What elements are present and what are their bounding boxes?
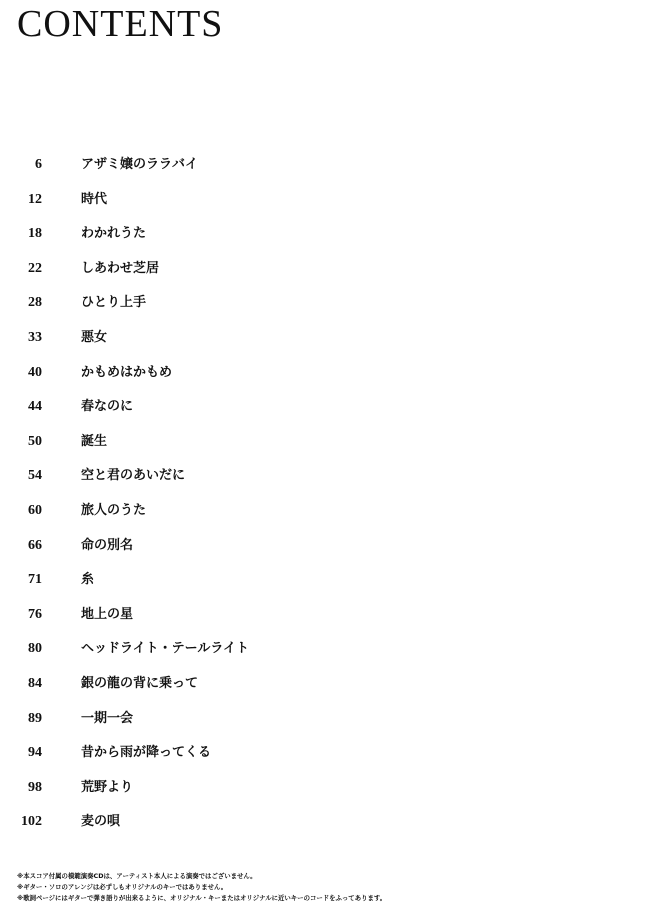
toc-song-title: 春なのに: [81, 399, 134, 415]
toc-song-title: 命の別名: [81, 537, 134, 553]
footnote: ※歌詞ページにはギターで弾き語りが出来るように、オリジナル・キーまたはオリジナルに近いキーのコードをふってあります。: [17, 894, 387, 902]
toc-entry[interactable]: [0, 217, 655, 252]
footnote: ※ギター・ソロのアレンジは必ずしもオリジナルのキーではありません。: [17, 883, 228, 891]
toc-entry[interactable]: [0, 736, 655, 771]
toc-entry[interactable]: [0, 771, 655, 806]
toc-page-number: 22: [28, 260, 42, 276]
toc-entry[interactable]: [0, 667, 655, 702]
toc-song-title: 悪女: [81, 329, 108, 345]
toc-page-number: 44: [28, 399, 42, 415]
toc-song-title: 空と君のあいだに: [81, 468, 186, 484]
table-of-contents: [0, 148, 655, 840]
toc-song-title: 旅人のうた: [81, 502, 147, 518]
toc-page-number: 50: [28, 433, 42, 449]
toc-page-number: 60: [28, 502, 42, 518]
toc-song-title: 麦の唄: [81, 814, 121, 830]
toc-page-number: 54: [28, 468, 42, 484]
toc-page-number: 66: [28, 537, 42, 553]
toc-page-number: 18: [28, 226, 42, 242]
toc-page-number: 80: [28, 641, 42, 657]
toc-page-number: 102: [21, 814, 42, 830]
toc-page-number: 6: [35, 157, 42, 172]
toc-entry[interactable]: [0, 598, 655, 633]
toc-entry[interactable]: [0, 702, 655, 737]
toc-page-number: 33: [28, 329, 42, 345]
toc-song-title: わかれうた: [81, 226, 147, 242]
page-title: CONTENTS: [17, 3, 224, 45]
toc-entry[interactable]: [0, 183, 655, 218]
toc-page-number: 28: [28, 295, 42, 311]
toc-page-number: 76: [28, 606, 42, 622]
toc-song-title: ヘッドライト・テールライト: [81, 641, 249, 657]
toc-entry[interactable]: [0, 805, 655, 840]
toc-song-title: 銀の龍の背に乗って: [81, 675, 199, 691]
toc-page-number: 40: [28, 364, 42, 380]
toc-entry[interactable]: [0, 494, 655, 529]
toc-entry[interactable]: [0, 148, 655, 183]
footnote: ※本スコア付属の模範演奏CDは、アーティスト本人による演奏ではございません。: [17, 872, 257, 880]
toc-song-title: しあわせ芝居: [81, 260, 160, 276]
toc-entry[interactable]: [0, 459, 655, 494]
toc-song-title: 糸: [81, 572, 95, 588]
toc-entry[interactable]: [0, 425, 655, 460]
toc-page-number: 94: [28, 745, 42, 761]
toc-page-number: 12: [28, 191, 42, 207]
toc-song-title: アザミ嬢のララバイ: [81, 157, 199, 172]
toc-song-title: 一期一会: [81, 710, 134, 726]
toc-song-title: ひとり上手: [81, 295, 147, 311]
toc-song-title: 地上の星: [81, 606, 134, 622]
footnotes: [17, 871, 386, 904]
toc-song-title: 誕生: [81, 433, 108, 449]
toc-song-title: 荒野より: [81, 779, 134, 795]
toc-entry[interactable]: [0, 321, 655, 356]
toc-page-number: 71: [28, 572, 42, 588]
toc-song-title: かもめはかもめ: [81, 364, 173, 380]
toc-entry[interactable]: [0, 529, 655, 564]
toc-entry[interactable]: [0, 632, 655, 667]
toc-entry[interactable]: [0, 390, 655, 425]
toc-entry[interactable]: [0, 252, 655, 287]
toc-entry[interactable]: [0, 356, 655, 391]
toc-song-title: 時代: [81, 191, 108, 207]
toc-entry[interactable]: [0, 563, 655, 598]
toc-page-number: 98: [28, 779, 42, 795]
toc-entry[interactable]: [0, 286, 655, 321]
toc-page-number: 89: [28, 710, 42, 726]
toc-page-number: 84: [28, 675, 42, 691]
toc-song-title: 昔から雨が降ってくる: [81, 745, 212, 761]
